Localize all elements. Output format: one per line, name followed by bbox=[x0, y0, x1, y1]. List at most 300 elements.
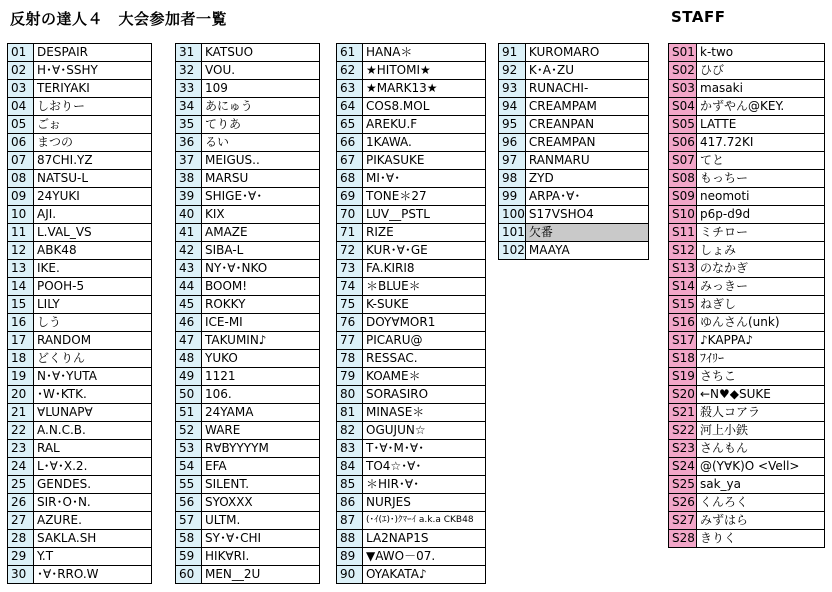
staff-number: S18 bbox=[669, 350, 697, 368]
staff-number: S23 bbox=[669, 440, 697, 458]
participant-row bbox=[176, 440, 320, 458]
staff-name: ♪KAPPA♪ bbox=[697, 332, 825, 350]
entry-number: 28 bbox=[8, 530, 34, 548]
participant-row bbox=[499, 224, 649, 242]
entry-name: ＊BLUE＊ bbox=[363, 278, 486, 296]
staff-name: 河上小鉄 bbox=[697, 422, 825, 440]
participant-row bbox=[337, 422, 486, 440]
staff-number: S19 bbox=[669, 368, 697, 386]
entry-name: 87CHI.YZ bbox=[34, 152, 152, 170]
entry-number: 66 bbox=[337, 134, 363, 152]
participant-row bbox=[8, 80, 152, 98]
participant-row bbox=[337, 152, 486, 170]
staff-name: p6p-d9d bbox=[697, 206, 825, 224]
staff-number: S17 bbox=[669, 332, 697, 350]
staff-name: かずやん@KEY. bbox=[697, 98, 825, 116]
participant-row bbox=[8, 530, 152, 548]
entry-number: 60 bbox=[176, 566, 202, 584]
entry-number: 97 bbox=[499, 152, 526, 170]
entry-name: NURJES bbox=[363, 494, 486, 512]
participant-row bbox=[8, 188, 152, 206]
staff-row bbox=[669, 476, 825, 494]
participant-row bbox=[499, 170, 649, 188]
entry-number: 68 bbox=[337, 170, 363, 188]
entry-number: 52 bbox=[176, 422, 202, 440]
staff-row bbox=[669, 404, 825, 422]
participant-row bbox=[337, 494, 486, 512]
entry-name: ABK48 bbox=[34, 242, 152, 260]
staff-row bbox=[669, 422, 825, 440]
participant-row bbox=[176, 116, 320, 134]
entry-name: ＊HIR･∀･ bbox=[363, 476, 486, 494]
participant-row bbox=[337, 62, 486, 80]
entry-name: FA.KIRI8 bbox=[363, 260, 486, 278]
entry-name: AREKU.F bbox=[363, 116, 486, 134]
entry-number: 96 bbox=[499, 134, 526, 152]
participant-row bbox=[337, 134, 486, 152]
entry-name: ∀LUNAP∀ bbox=[34, 404, 152, 422]
entry-number: 33 bbox=[176, 80, 202, 98]
participant-row bbox=[8, 206, 152, 224]
entry-number: 38 bbox=[176, 170, 202, 188]
staff-row bbox=[669, 494, 825, 512]
participant-row bbox=[337, 260, 486, 278]
entry-number: 15 bbox=[8, 296, 34, 314]
staff-name: ゆんさん(unk) bbox=[697, 314, 825, 332]
entry-number: 80 bbox=[337, 386, 363, 404]
entry-name: POOH-5 bbox=[34, 278, 152, 296]
entry-name: SAKLA.SH bbox=[34, 530, 152, 548]
participant-row bbox=[337, 170, 486, 188]
participant-row bbox=[337, 242, 486, 260]
entry-name: RIZE bbox=[363, 224, 486, 242]
staff-column bbox=[668, 43, 825, 548]
staff-row bbox=[669, 386, 825, 404]
entry-name: AMAZE bbox=[202, 224, 320, 242]
staff-name: みずはら bbox=[697, 512, 825, 530]
entry-name: DOY∀MOR1 bbox=[363, 314, 486, 332]
participant-row bbox=[8, 404, 152, 422]
participant-row bbox=[499, 62, 649, 80]
participant-row bbox=[8, 116, 152, 134]
entry-name: LUV__PSTL bbox=[363, 206, 486, 224]
entry-name: BOOM! bbox=[202, 278, 320, 296]
entry-name: WARE bbox=[202, 422, 320, 440]
participant-row bbox=[176, 386, 320, 404]
entry-name: しう bbox=[34, 314, 152, 332]
entry-name: ARPA･∀･ bbox=[525, 188, 648, 206]
participant-row bbox=[8, 224, 152, 242]
entry-number: 39 bbox=[176, 188, 202, 206]
entry-number: 75 bbox=[337, 296, 363, 314]
entry-name: PIKASUKE bbox=[363, 152, 486, 170]
entry-name: MEN__2U bbox=[202, 566, 320, 584]
entry-name: (･ｲ(ｴ)･)ｸﾏｰｲ a.k.a CKB48 bbox=[363, 512, 486, 530]
participant-row bbox=[8, 278, 152, 296]
entry-name: KATSUO bbox=[202, 44, 320, 62]
entry-number: 94 bbox=[499, 98, 526, 116]
participant-row bbox=[337, 278, 486, 296]
participant-row bbox=[176, 494, 320, 512]
entry-number: 05 bbox=[8, 116, 34, 134]
participant-row bbox=[8, 440, 152, 458]
entry-name: L.VAL_VS bbox=[34, 224, 152, 242]
staff-name: のなかぎ bbox=[697, 260, 825, 278]
staff-number: S01 bbox=[669, 44, 697, 62]
entry-number: 63 bbox=[337, 80, 363, 98]
staff-number: S05 bbox=[669, 116, 697, 134]
participant-row bbox=[176, 476, 320, 494]
staff-name: ﾌｲﾘｰ bbox=[697, 350, 825, 368]
entry-name: ごぉ bbox=[34, 116, 152, 134]
entry-name: ★HITOMI★ bbox=[363, 62, 486, 80]
entry-name: AZURE. bbox=[34, 512, 152, 530]
participant-row bbox=[176, 404, 320, 422]
entry-name: ICE-MI bbox=[202, 314, 320, 332]
entry-number: 21 bbox=[8, 404, 34, 422]
entry-name: SHIGE･∀･ bbox=[202, 188, 320, 206]
participant-row bbox=[499, 134, 649, 152]
entry-name: CREANPAN bbox=[525, 116, 648, 134]
entry-name: SORASIRO bbox=[363, 386, 486, 404]
staff-name: ねぎし bbox=[697, 296, 825, 314]
participant-row bbox=[176, 260, 320, 278]
entry-number: 73 bbox=[337, 260, 363, 278]
entry-name: SYOXXX bbox=[202, 494, 320, 512]
participant-row bbox=[8, 332, 152, 350]
entry-name: RAL bbox=[34, 440, 152, 458]
entry-name: K-SUKE bbox=[363, 296, 486, 314]
staff-number: S22 bbox=[669, 422, 697, 440]
entry-number: 64 bbox=[337, 98, 363, 116]
participant-row bbox=[337, 116, 486, 134]
staff-name: さちこ bbox=[697, 368, 825, 386]
participant-row bbox=[337, 548, 486, 566]
staff-number: S24 bbox=[669, 458, 697, 476]
staff-name: ひび bbox=[697, 62, 825, 80]
entry-name: YUKO bbox=[202, 350, 320, 368]
entry-number: 85 bbox=[337, 476, 363, 494]
participant-column-4 bbox=[498, 43, 649, 260]
staff-row bbox=[669, 116, 825, 134]
participant-row bbox=[176, 458, 320, 476]
entry-name: どくりん bbox=[34, 350, 152, 368]
entry-name: RANMARU bbox=[525, 152, 648, 170]
participant-row bbox=[176, 422, 320, 440]
staff-row bbox=[669, 224, 825, 242]
staff-row bbox=[669, 98, 825, 116]
entry-number: 55 bbox=[176, 476, 202, 494]
participant-row bbox=[337, 512, 486, 530]
entry-name: ･∀･RRO.W bbox=[34, 566, 152, 584]
participant-row bbox=[337, 98, 486, 116]
participant-row bbox=[176, 548, 320, 566]
participant-row bbox=[8, 476, 152, 494]
entry-name: IKE. bbox=[34, 260, 152, 278]
entry-number: 19 bbox=[8, 368, 34, 386]
participant-row bbox=[176, 224, 320, 242]
entry-name: OYAKATA♪ bbox=[363, 566, 486, 584]
entry-number: 78 bbox=[337, 350, 363, 368]
entry-number: 88 bbox=[337, 530, 363, 548]
entry-name: TAKUMIN♪ bbox=[202, 332, 320, 350]
staff-name: もっちー bbox=[697, 170, 825, 188]
entry-number: 46 bbox=[176, 314, 202, 332]
entry-number: 37 bbox=[176, 152, 202, 170]
staff-number: S06 bbox=[669, 134, 697, 152]
entry-number: 18 bbox=[8, 350, 34, 368]
staff-name: きりく bbox=[697, 530, 825, 548]
staff-name: masaki bbox=[697, 80, 825, 98]
staff-row bbox=[669, 314, 825, 332]
staff-number: S03 bbox=[669, 80, 697, 98]
staff-row bbox=[669, 512, 825, 530]
entry-number: 14 bbox=[8, 278, 34, 296]
entry-name: SIR･O･N. bbox=[34, 494, 152, 512]
entry-number: 86 bbox=[337, 494, 363, 512]
staff-number: S27 bbox=[669, 512, 697, 530]
entry-number: 101 bbox=[499, 224, 526, 242]
staff-number: S21 bbox=[669, 404, 697, 422]
entry-number: 54 bbox=[176, 458, 202, 476]
entry-number: 12 bbox=[8, 242, 34, 260]
participant-row bbox=[337, 206, 486, 224]
staff-row bbox=[669, 530, 825, 548]
entry-number: 59 bbox=[176, 548, 202, 566]
entry-name: AJI. bbox=[34, 206, 152, 224]
entry-number: 41 bbox=[176, 224, 202, 242]
entry-number: 06 bbox=[8, 134, 34, 152]
entry-number: 13 bbox=[8, 260, 34, 278]
entry-name: 1KAWA. bbox=[363, 134, 486, 152]
entry-name: 106. bbox=[202, 386, 320, 404]
entry-number: 07 bbox=[8, 152, 34, 170]
participant-row bbox=[8, 242, 152, 260]
entry-name: N･∀･YUTA bbox=[34, 368, 152, 386]
entry-number: 24 bbox=[8, 458, 34, 476]
participant-row bbox=[176, 242, 320, 260]
entry-name: OGUJUN☆ bbox=[363, 422, 486, 440]
participant-row bbox=[337, 332, 486, 350]
entry-number: 61 bbox=[337, 44, 363, 62]
entry-name: LA2NAP1S bbox=[363, 530, 486, 548]
entry-number: 09 bbox=[8, 188, 34, 206]
entry-name: DESPAIR bbox=[34, 44, 152, 62]
entry-name: RUNACHI- bbox=[525, 80, 648, 98]
entry-number: 92 bbox=[499, 62, 526, 80]
entry-name: RANDOM bbox=[34, 332, 152, 350]
participant-row bbox=[176, 44, 320, 62]
participant-row bbox=[176, 368, 320, 386]
entry-number: 57 bbox=[176, 512, 202, 530]
entry-name: あにゅう bbox=[202, 98, 320, 116]
entry-name: GENDES. bbox=[34, 476, 152, 494]
entry-number: 89 bbox=[337, 548, 363, 566]
staff-row bbox=[669, 152, 825, 170]
entry-number: 08 bbox=[8, 170, 34, 188]
staff-number: S28 bbox=[669, 530, 697, 548]
entry-name: 欠番 bbox=[525, 224, 648, 242]
participant-row bbox=[8, 512, 152, 530]
entry-name: TERIYAKI bbox=[34, 80, 152, 98]
entry-number: 62 bbox=[337, 62, 363, 80]
participant-row bbox=[499, 98, 649, 116]
participant-row bbox=[337, 530, 486, 548]
participant-row bbox=[8, 260, 152, 278]
staff-row bbox=[669, 242, 825, 260]
entry-name: SIBA-L bbox=[202, 242, 320, 260]
entry-number: 29 bbox=[8, 548, 34, 566]
entry-number: 83 bbox=[337, 440, 363, 458]
entry-number: 91 bbox=[499, 44, 526, 62]
staff-number: S10 bbox=[669, 206, 697, 224]
entry-name: RESSAC. bbox=[363, 350, 486, 368]
participant-row bbox=[8, 152, 152, 170]
entry-name: KIX bbox=[202, 206, 320, 224]
staff-row bbox=[669, 170, 825, 188]
entry-name: LILY bbox=[34, 296, 152, 314]
entry-name: てりあ bbox=[202, 116, 320, 134]
entry-name: T･∀･M･∀･ bbox=[363, 440, 486, 458]
participant-row bbox=[176, 62, 320, 80]
participant-row bbox=[176, 566, 320, 584]
entry-name: ･W･KTK. bbox=[34, 386, 152, 404]
participant-row bbox=[337, 404, 486, 422]
participant-row bbox=[176, 296, 320, 314]
entry-number: 65 bbox=[337, 116, 363, 134]
staff-row bbox=[669, 350, 825, 368]
entry-name: MARSU bbox=[202, 170, 320, 188]
staff-number: S20 bbox=[669, 386, 697, 404]
entry-name: CREAMPAN bbox=[525, 134, 648, 152]
staff-number: S11 bbox=[669, 224, 697, 242]
participant-row bbox=[337, 458, 486, 476]
entry-name: CREAMPAM bbox=[525, 98, 648, 116]
entry-name: 24YUKI bbox=[34, 188, 152, 206]
participant-row bbox=[8, 368, 152, 386]
participant-row bbox=[337, 224, 486, 242]
participant-row bbox=[176, 206, 320, 224]
entry-name: まつの bbox=[34, 134, 152, 152]
staff-row bbox=[669, 134, 825, 152]
staff-number: S14 bbox=[669, 278, 697, 296]
entry-number: 36 bbox=[176, 134, 202, 152]
entry-number: 27 bbox=[8, 512, 34, 530]
entry-number: 32 bbox=[176, 62, 202, 80]
staff-name: neomoti bbox=[697, 188, 825, 206]
participant-row bbox=[499, 44, 649, 62]
entry-name: PICARU@ bbox=[363, 332, 486, 350]
participant-column-3 bbox=[336, 43, 486, 584]
entry-name: HANA＊ bbox=[363, 44, 486, 62]
participant-row bbox=[337, 44, 486, 62]
entry-number: 95 bbox=[499, 116, 526, 134]
participant-row bbox=[499, 80, 649, 98]
participant-row bbox=[337, 350, 486, 368]
entry-name: ULTM. bbox=[202, 512, 320, 530]
entry-number: 31 bbox=[176, 44, 202, 62]
staff-number: S02 bbox=[669, 62, 697, 80]
participant-row bbox=[8, 494, 152, 512]
staff-number: S26 bbox=[669, 494, 697, 512]
staff-number: S12 bbox=[669, 242, 697, 260]
entry-name: ★MARK13★ bbox=[363, 80, 486, 98]
entry-number: 30 bbox=[8, 566, 34, 584]
participant-row bbox=[8, 170, 152, 188]
participant-row bbox=[337, 566, 486, 584]
entry-number: 82 bbox=[337, 422, 363, 440]
participant-row bbox=[176, 314, 320, 332]
entry-name: KUR･∀･GE bbox=[363, 242, 486, 260]
staff-number: S07 bbox=[669, 152, 697, 170]
entry-name: ZYD bbox=[525, 170, 648, 188]
entry-number: 100 bbox=[499, 206, 526, 224]
entry-name: TO4☆･∀･ bbox=[363, 458, 486, 476]
staff-row bbox=[669, 368, 825, 386]
staff-name: 殺人コアラ bbox=[697, 404, 825, 422]
participant-row bbox=[176, 134, 320, 152]
entry-number: 02 bbox=[8, 62, 34, 80]
entry-name: MAAYA bbox=[525, 242, 648, 260]
entry-name: SILENT. bbox=[202, 476, 320, 494]
entry-name: EFA bbox=[202, 458, 320, 476]
entry-number: 67 bbox=[337, 152, 363, 170]
participant-row bbox=[337, 440, 486, 458]
staff-name: てと bbox=[697, 152, 825, 170]
staff-row bbox=[669, 440, 825, 458]
entry-name: 24YAMA bbox=[202, 404, 320, 422]
participant-row bbox=[8, 134, 152, 152]
entry-number: 11 bbox=[8, 224, 34, 242]
staff-name: LATTE bbox=[697, 116, 825, 134]
entry-number: 10 bbox=[8, 206, 34, 224]
entry-name: TONE＊27 bbox=[363, 188, 486, 206]
entry-name: HIK∀RI. bbox=[202, 548, 320, 566]
entry-name: S17VSHO4 bbox=[525, 206, 648, 224]
entry-number: 04 bbox=[8, 98, 34, 116]
participant-row bbox=[337, 188, 486, 206]
entry-number: 03 bbox=[8, 80, 34, 98]
staff-row bbox=[669, 260, 825, 278]
participant-row bbox=[176, 350, 320, 368]
staff-row bbox=[669, 332, 825, 350]
staff-number: S09 bbox=[669, 188, 697, 206]
entry-number: 44 bbox=[176, 278, 202, 296]
entry-number: 34 bbox=[176, 98, 202, 116]
entry-number: 53 bbox=[176, 440, 202, 458]
participant-row bbox=[8, 62, 152, 80]
staff-row bbox=[669, 62, 825, 80]
staff-number: S16 bbox=[669, 314, 697, 332]
entry-number: 25 bbox=[8, 476, 34, 494]
entry-number: 35 bbox=[176, 116, 202, 134]
entry-name: NY･∀･NKO bbox=[202, 260, 320, 278]
entry-name: R∀BYYYYM bbox=[202, 440, 320, 458]
participant-row bbox=[8, 386, 152, 404]
staff-row bbox=[669, 44, 825, 62]
entry-number: 22 bbox=[8, 422, 34, 440]
entry-name: KUROMARO bbox=[525, 44, 648, 62]
participant-row bbox=[8, 44, 152, 62]
entry-number: 43 bbox=[176, 260, 202, 278]
staff-name: ←N♥◆SUKE bbox=[697, 386, 825, 404]
entry-number: 50 bbox=[176, 386, 202, 404]
participant-row bbox=[499, 188, 649, 206]
staff-name: k-two bbox=[697, 44, 825, 62]
participant-row bbox=[176, 80, 320, 98]
entry-number: 47 bbox=[176, 332, 202, 350]
entry-number: 42 bbox=[176, 242, 202, 260]
